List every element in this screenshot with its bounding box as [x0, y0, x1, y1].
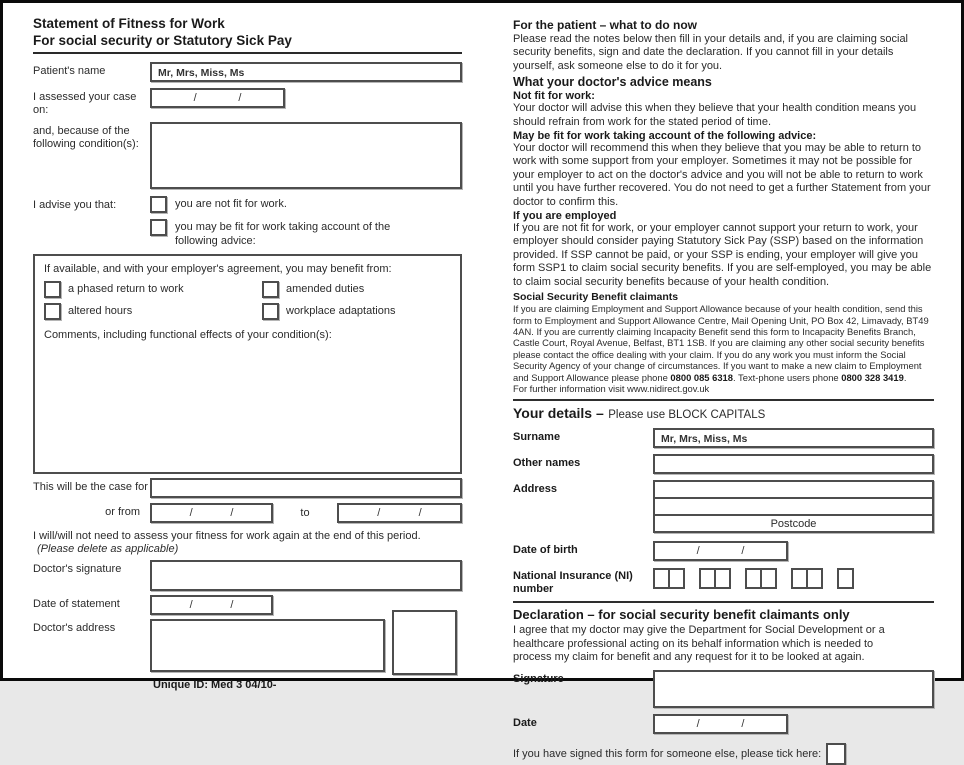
may-be-fit-checkbox[interactable]	[150, 219, 167, 236]
phone-number: 0800 085 6318	[670, 371, 733, 383]
slash: /	[696, 545, 700, 558]
to-date-field[interactable]	[337, 503, 462, 523]
other-names-row	[513, 454, 934, 474]
slash: /	[696, 717, 700, 730]
case-for-label: This will be the case for	[33, 481, 148, 493]
not-fit-body: Your doctor will advise this when they believe that your health condition means you should refrain from work for the stated period of time.	[513, 102, 917, 128]
stamp-box[interactable]	[392, 610, 457, 675]
signed-for-someone-else-row	[513, 743, 934, 765]
ni-box-cell[interactable]	[760, 568, 777, 589]
surname-row	[513, 428, 934, 448]
slash: /	[741, 545, 745, 558]
dob-row	[513, 541, 934, 561]
for-patient-body: Please read the notes below then fill in your details and, if you are claiming social security benefits, sign and date the declaration. If you cannot fill in your details yourself, ask someone else to do it for you.	[513, 33, 909, 72]
surname-value: Mr, Mrs, Miss, Ms	[661, 433, 748, 446]
ni-group	[745, 568, 777, 589]
benefit-option	[44, 281, 262, 298]
other-names-field[interactable]	[653, 454, 934, 474]
surname-label: Surname	[513, 431, 561, 444]
date-row	[513, 714, 934, 734]
ssb-text: If you are claiming Employment and Support Allowance because of your health condition, send this form to Employment and Support Allowance Centre, Mail Opening Unit, PO Box 42, Limavady, BT49 4AN. If you are currently claiming Incapacity Benefit send this form to Incapacity Benefits Branch, Castle Court, Royal Avenue, Belfast, BT1 1SB. If you are claiming any other social security benefits please contact the office dealing with your claim. If you do any work you must inform the Social Security Agency of your change of circumstances. If you want to make a new claim to Employment and Support Allowance please phone	[513, 303, 929, 383]
workplace-adaptations-checkbox[interactable]	[262, 303, 279, 320]
ni-box-cell[interactable]	[668, 568, 685, 589]
textphone-number: 0800 328 3419	[841, 371, 904, 383]
ni-box-cell[interactable]	[806, 568, 823, 589]
workplace-adaptations-label: workplace adaptations	[286, 304, 396, 317]
block-capitals-note: Please use BLOCK CAPITALS	[608, 409, 766, 422]
doctor-address-label: Doctor's address	[33, 622, 116, 634]
may-be-fit-heading: May be fit for work taking account of the following advice:	[513, 130, 817, 143]
slash: /	[741, 717, 745, 730]
surname-field[interactable]	[653, 428, 934, 448]
tick-here-note: If you have signed this form for someone else, please tick here:	[513, 747, 822, 760]
phased-return-label: a phased return to work	[68, 282, 184, 295]
patient-section	[513, 18, 934, 765]
doctor-address-row	[33, 619, 462, 675]
patient-name-field[interactable]	[150, 62, 462, 82]
doctor-signature-row	[33, 560, 462, 591]
unique-id: Unique ID: Med 3 04/10-	[153, 679, 277, 691]
case-for-row	[33, 478, 462, 498]
declaration-body: I agree that my doctor may give the Department for Social Development or a healthcare professional acting on its behalf information which is needed to process my claim for benefit and any request for it to be looked at again.	[513, 624, 885, 664]
ni-box-cell[interactable]	[714, 568, 731, 589]
date-of-statement-label: Date of statement	[33, 598, 120, 610]
patient-name-value: Mr, Mrs, Miss, Ms	[158, 67, 245, 79]
date-field[interactable]	[653, 714, 788, 734]
phased-return-checkbox[interactable]	[44, 281, 61, 298]
from-date-field[interactable]	[150, 503, 273, 523]
ni-group	[791, 568, 823, 589]
benefit-intro: If available, and with your employer's agreement, you may benefit from:	[44, 263, 392, 275]
assessed-date-field[interactable]	[150, 88, 285, 108]
not-fit-label: you are not fit for work.	[175, 198, 287, 210]
condition-label: and, because of the following condition(s):	[33, 125, 139, 150]
slash: /	[238, 92, 242, 104]
signature-label: Signature	[513, 672, 564, 685]
not-fit-heading: Not fit for work:	[513, 90, 595, 103]
ni-number-label: National Insurance (NI) number	[513, 570, 633, 596]
advise-row-may-be-fit	[33, 219, 462, 248]
doctor-signature-field[interactable]	[150, 560, 462, 591]
address-fields	[653, 480, 934, 533]
reassess-note: I will/will not need to assess your fitness for work again at the end of this period.	[33, 530, 421, 542]
benefit-options-box	[33, 254, 462, 474]
form-title-line1: Statement of Fitness for Work	[33, 16, 225, 31]
ssb-text: . Text-phone users phone	[733, 371, 842, 383]
your-details-heading	[513, 405, 934, 423]
amended-duties-label: amended duties	[286, 282, 365, 295]
date-of-statement-field[interactable]	[150, 595, 273, 615]
slash: /	[189, 507, 193, 519]
address-label: Address	[513, 483, 558, 496]
advise-row-not-fit	[33, 196, 462, 213]
slash: /	[193, 92, 197, 104]
benefit-claimants-body	[513, 303, 934, 383]
to-label: to	[300, 507, 310, 519]
postcode-label: Postcode	[770, 517, 817, 530]
ni-box-cell[interactable]	[837, 568, 854, 589]
ni-number-row	[513, 567, 934, 596]
slash: /	[377, 507, 381, 519]
section-divider	[513, 399, 934, 401]
dob-label: Date of birth	[513, 544, 578, 557]
signed-for-someone-else-checkbox[interactable]	[826, 743, 846, 765]
slash: /	[189, 599, 193, 611]
altered-hours-checkbox[interactable]	[44, 303, 61, 320]
doctor-signature-label: Doctor's signature	[33, 563, 122, 575]
ni-group	[653, 568, 685, 589]
employed-body: If you are not fit for work, or your employer cannot support your return to work, your employer should consider paying Statutory Sick Pay (SSP) based on the information provided. If SSP cannot be paid, or your SSP is ending, your employer will give you form SSP1 to claim social security benefits. If you are self-employed, you may be able to claim social security benefits because of your health condition.	[513, 222, 932, 288]
ni-number-fields	[653, 567, 854, 589]
signature-row	[513, 670, 934, 708]
more-info-note: For further information visit www.nidirect.gov.uk	[513, 382, 710, 394]
doctor-section	[33, 16, 462, 691]
dob-field[interactable]	[653, 541, 788, 561]
assessed-date-row	[33, 88, 462, 117]
ssb-text: .	[903, 371, 907, 383]
not-fit-checkbox[interactable]	[150, 196, 167, 213]
assessed-date-label: I assessed your case on:	[33, 91, 137, 116]
altered-hours-label: altered hours	[68, 304, 133, 317]
benefit-option	[262, 303, 451, 320]
slash: /	[230, 507, 234, 519]
amended-duties-checkbox[interactable]	[262, 281, 279, 298]
slash: /	[418, 507, 422, 519]
or-from-label: or from	[105, 506, 140, 518]
may-be-fit-body: Your doctor will recommend this when they believe that you may be able to return to work with some support from your employer. Sometimes it may not be possible for your employer to act on the doctor's advice and you will not be able to return to work until you have further recovered. You do not need to get a further Statement from your doctor to confirm this.	[513, 142, 931, 208]
may-be-fit-label: you may be fit for work taking account of the following advice:	[175, 221, 391, 247]
benefit-option	[44, 303, 262, 320]
section-divider	[513, 601, 934, 603]
condition-row	[33, 122, 462, 189]
benefit-option	[262, 281, 451, 298]
postcode-field[interactable]	[653, 514, 934, 533]
signature-field[interactable]	[653, 670, 934, 708]
doctor-address-field[interactable]	[150, 619, 385, 672]
case-for-field[interactable]	[150, 478, 462, 498]
address-row	[513, 480, 934, 533]
from-to-row	[33, 503, 462, 523]
comments-field[interactable]	[44, 341, 451, 459]
form-title-line2: For social security or Statutory Sick Pay	[33, 32, 292, 48]
for-patient-heading: For the patient – what to do now	[513, 18, 697, 32]
ni-group	[699, 568, 731, 589]
form-title	[33, 16, 462, 54]
advise-label: I advise you that:	[33, 199, 117, 211]
other-names-label: Other names	[513, 457, 581, 470]
patient-name-row	[33, 62, 462, 82]
delete-as-applicable-note: (Please delete as applicable)	[37, 543, 179, 555]
condition-field[interactable]	[150, 122, 462, 189]
employed-heading: If you are employed	[513, 210, 617, 223]
ni-group	[837, 568, 854, 589]
benefit-claimants-heading: Social Security Benefit claimants	[513, 291, 679, 304]
your-details-title: Your details –	[513, 405, 604, 422]
advice-means-heading: What your doctor's advice means	[513, 75, 712, 90]
date-label: Date	[513, 716, 537, 729]
comments-label: Comments, including functional effects of your condition(s):	[44, 329, 332, 341]
patient-name-label: Patient's name	[33, 65, 106, 77]
slash: /	[230, 599, 234, 611]
declaration-heading: Declaration – for social security benefit claimants only	[513, 607, 850, 623]
benefit-options-grid	[44, 281, 451, 320]
